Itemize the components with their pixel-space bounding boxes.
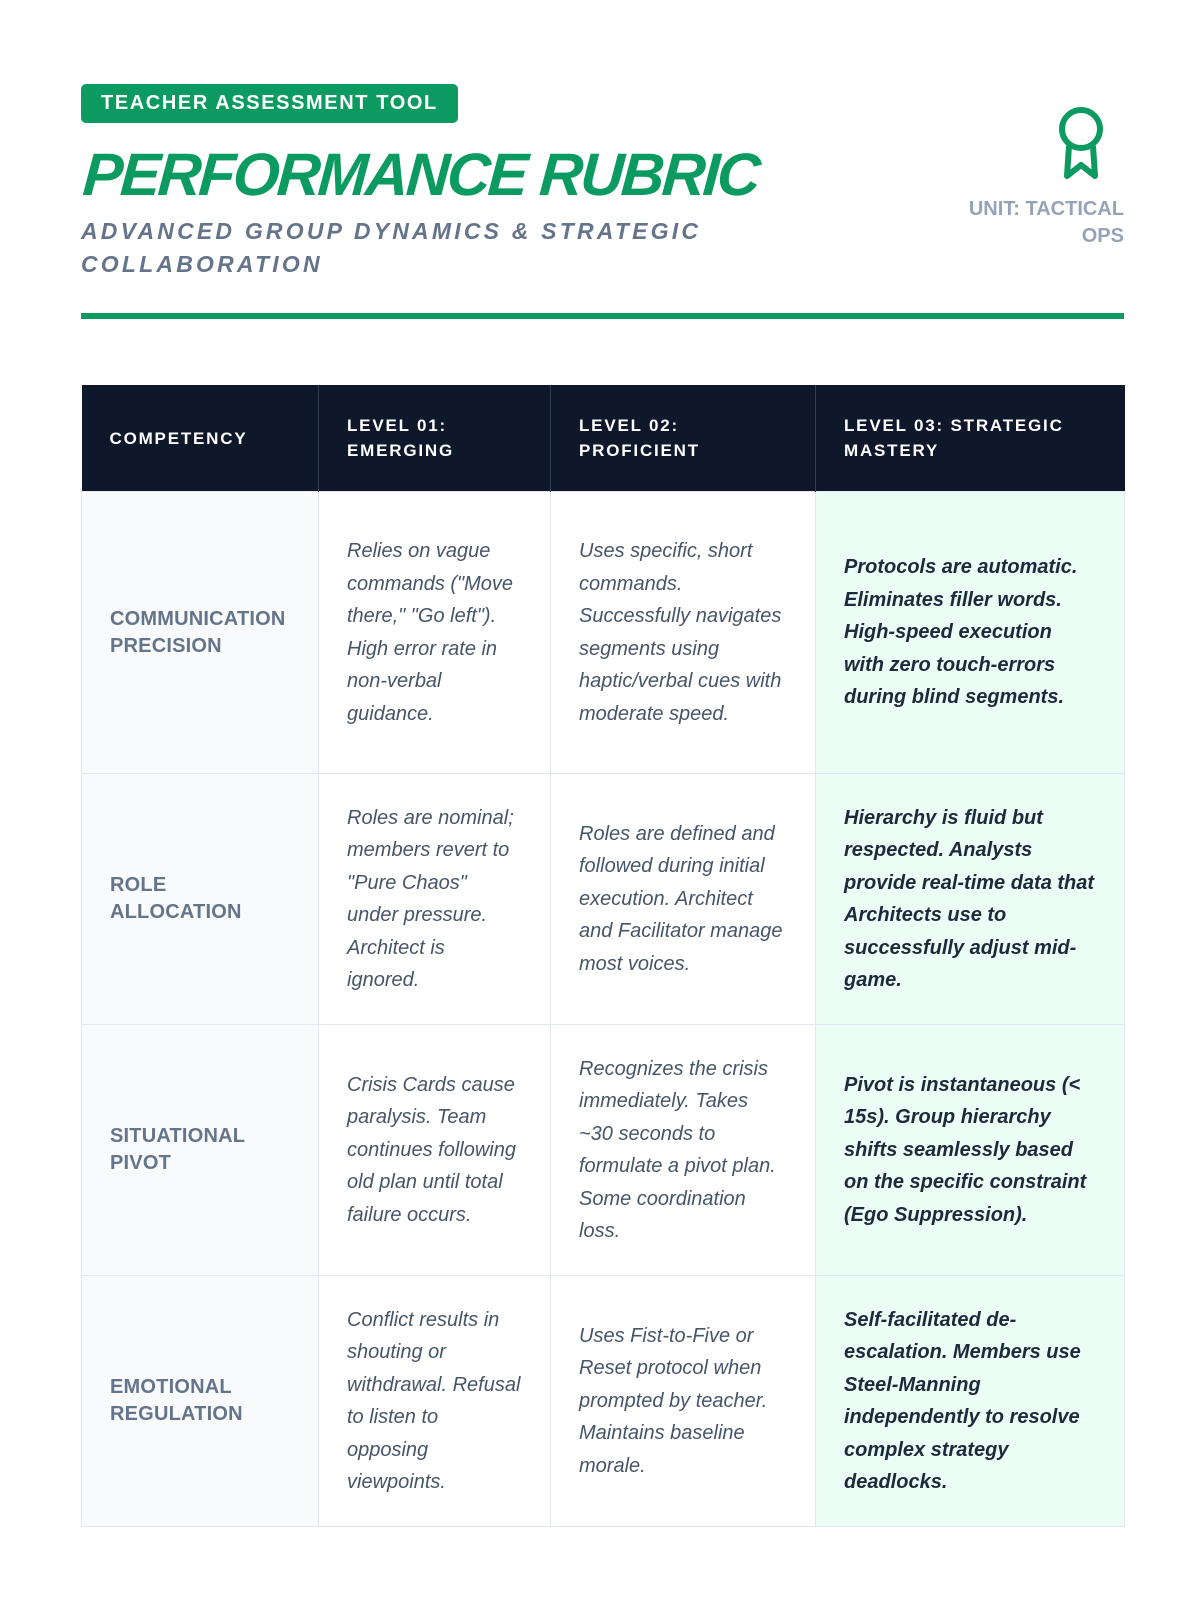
unit-badge bbox=[954, 106, 1124, 250]
emerging-cell: Roles are nominal; members revert to "Pure Chaos" under pressure. Architect is ignored. bbox=[319, 774, 551, 1025]
page-header bbox=[81, 84, 1124, 320]
header-level-02: LEVEL 02: PROFICIENT bbox=[551, 385, 816, 492]
mastery-cell: Pivot is instantaneous (< 15s). Group hierarchy shifts seamlessly based on the specific constraint (Ego Suppression). bbox=[816, 1025, 1125, 1276]
rubric-page bbox=[80, 84, 1124, 1493]
competency-cell: ROLE ALLOCATION bbox=[82, 774, 319, 1025]
table-row bbox=[82, 492, 1125, 774]
competency-cell: SITUATIONAL PIVOT bbox=[82, 1025, 319, 1276]
proficient-cell: Recognizes the crisis immediately. Takes ~30 seconds to formulate a pivot plan. Some coordination loss. bbox=[551, 1025, 816, 1276]
table-row bbox=[82, 1276, 1125, 1527]
table-row bbox=[82, 774, 1125, 1025]
header-level-01: LEVEL 01: EMERGING bbox=[319, 385, 551, 492]
page-subtitle: ADVANCED GROUP DYNAMICS & STRATEGIC COLLABORATION bbox=[81, 218, 702, 277]
competency-cell: COMMUNICATION PRECISION bbox=[82, 492, 319, 774]
emerging-cell: Relies on vague commands ("Move there," "Go left"). High error rate in non-verbal guidance. bbox=[319, 492, 551, 774]
mastery-cell: Hierarchy is fluid but respected. Analysts provide real-time data that Architects use to successfully adjust mid-game. bbox=[816, 774, 1125, 1025]
unit-label-line2: OPS bbox=[1081, 225, 1124, 247]
assessment-tool-tag: TEACHER ASSESSMENT TOOL bbox=[81, 84, 458, 123]
table-header-row bbox=[82, 385, 1125, 492]
award-ribbon-icon bbox=[1056, 106, 1106, 182]
mastery-cell: Protocols are automatic. Eliminates filler words. High-speed execution with zero touch-errors during blind segments. bbox=[816, 492, 1125, 774]
rubric-table bbox=[81, 385, 1125, 1527]
mastery-cell: Self-facilitated de-escalation. Members use Steel-Manning independently to resolve complex strategy deadlocks. bbox=[816, 1276, 1125, 1527]
proficient-cell: Uses specific, short commands. Successfully navigates segments using haptic/verbal cues with moderate speed. bbox=[551, 492, 816, 774]
unit-label bbox=[954, 196, 1124, 250]
header-divider bbox=[81, 313, 1124, 319]
page-title: PERFORMANCE RUBRIC bbox=[80, 141, 761, 208]
header-level-03: LEVEL 03: STRATEGIC MASTERY bbox=[816, 385, 1125, 492]
header-competency: COMPETENCY bbox=[82, 385, 319, 492]
competency-cell: EMOTIONAL REGULATION bbox=[82, 1276, 319, 1527]
proficient-cell: Uses Fist-to-Five or Reset protocol when prompted by teacher. Maintains baseline morale. bbox=[551, 1276, 816, 1527]
table-row bbox=[82, 1025, 1125, 1276]
emerging-cell: Crisis Cards cause paralysis. Team continues following old plan until total failure occurs. bbox=[319, 1025, 551, 1276]
proficient-cell: Roles are defined and followed during initial execution. Architect and Facilitator manage most voices. bbox=[551, 774, 816, 1025]
emerging-cell: Conflict results in shouting or withdrawal. Refusal to listen to opposing viewpoints. bbox=[319, 1276, 551, 1527]
unit-label-line1: UNIT: TACTICAL bbox=[968, 198, 1124, 220]
